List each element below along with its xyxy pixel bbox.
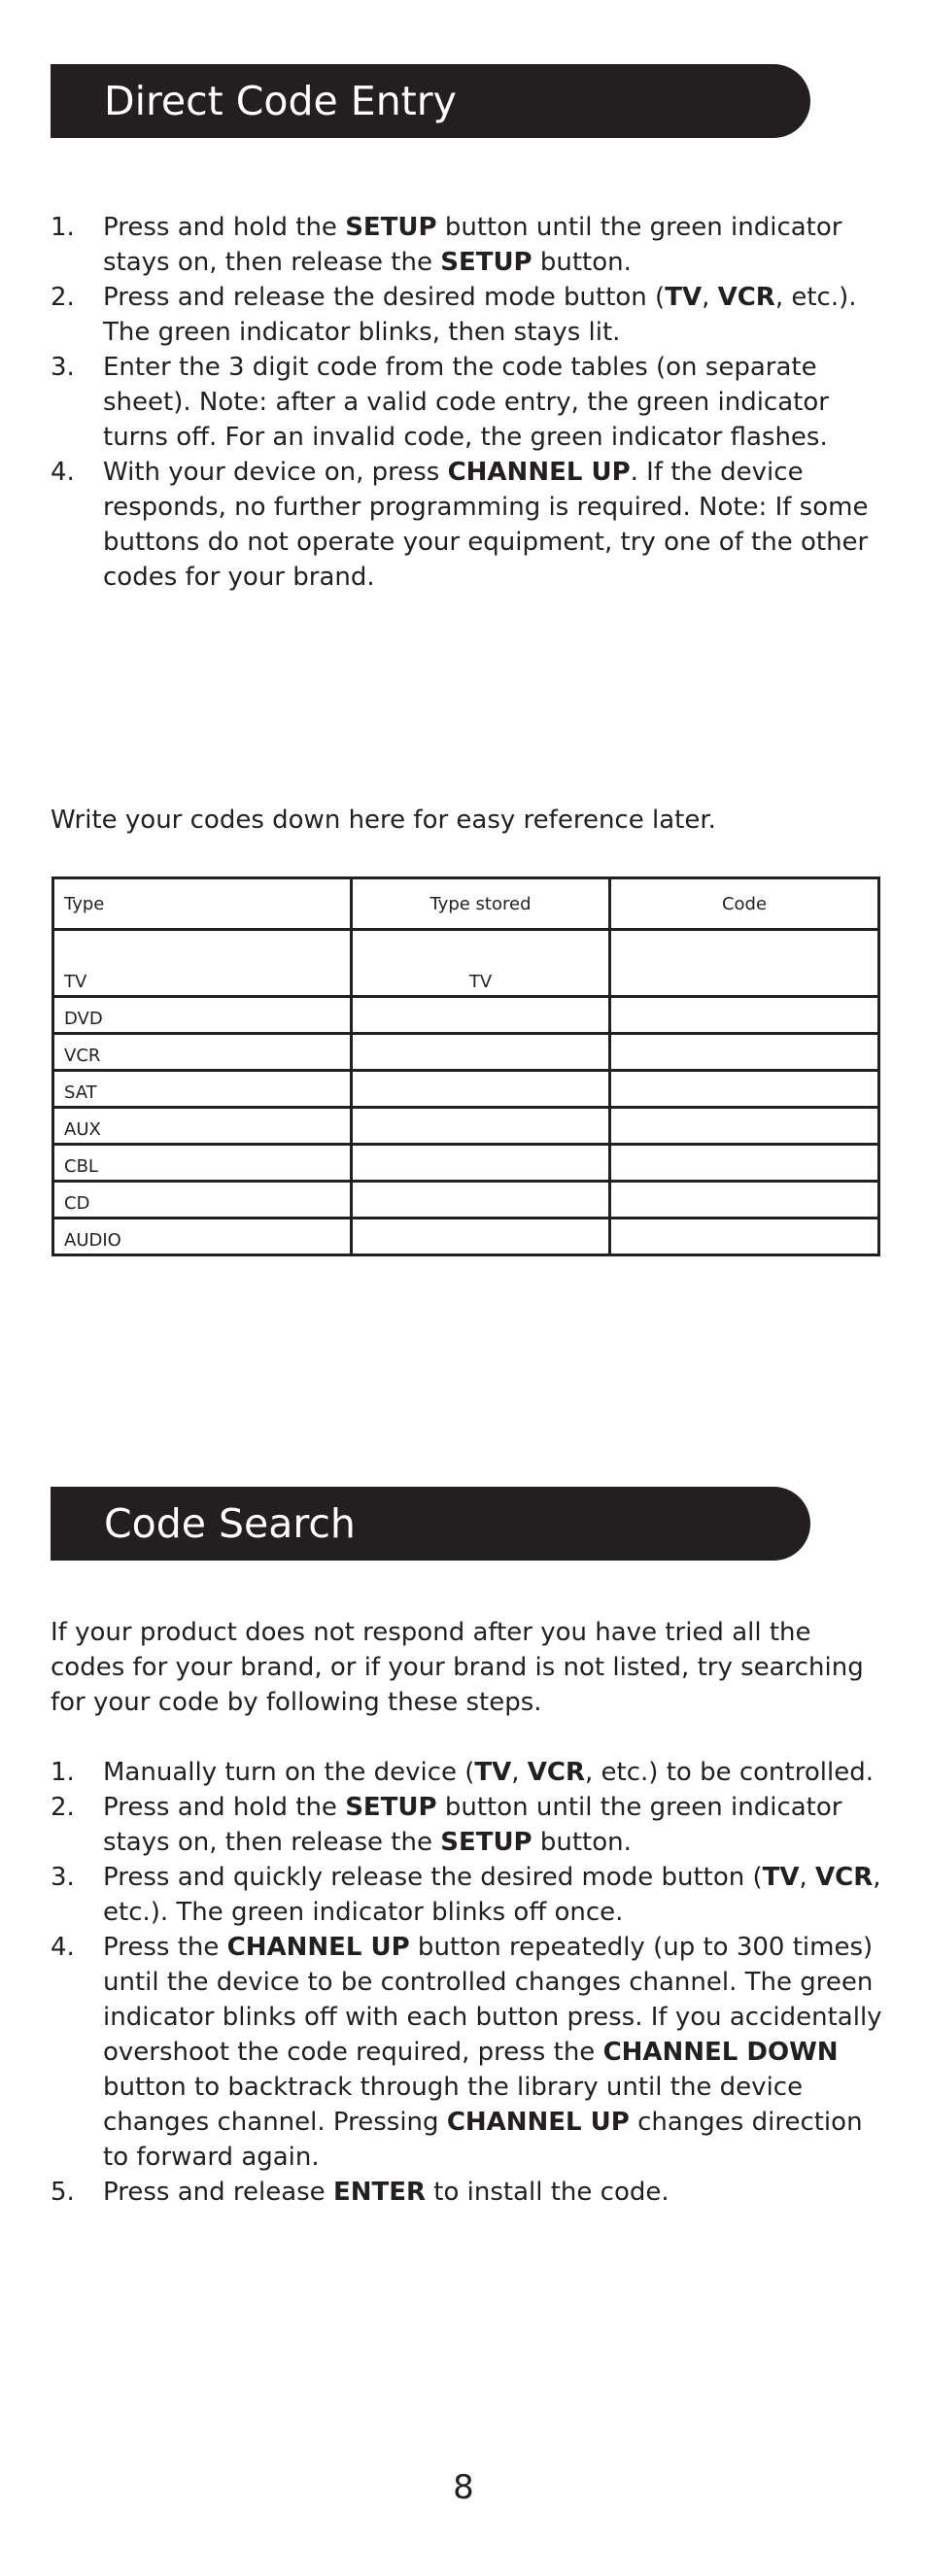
code-reference-table [52,876,880,1256]
step-text: , etc.). The green indicator blinks, then stays lit. [103,283,857,347]
step-text: button until the green indicator stays on, then release the [103,213,842,277]
code-search-steps [51,1755,886,2210]
step-item [51,210,886,280]
step-keyword: SETUP [345,1793,437,1822]
code-search-heading: Code Search [51,1487,810,1561]
step-text: Press and hold the [103,1793,346,1822]
step-keyword: CHANNEL UP [447,458,631,487]
step-text: button to backtrack through the library until the device changes channel. Pressing [103,2073,804,2137]
table-row [53,997,879,1034]
type-stored-cell: TV [352,930,610,997]
step-text: button. [532,1828,632,1857]
table-row [53,930,879,997]
column-header-type: Type [53,878,352,930]
type-stored-cell [352,1071,610,1108]
type-cell: CBL [53,1145,352,1182]
type-stored-cell [352,1182,610,1219]
type-cell: AUX [53,1108,352,1145]
step-text: Press the [103,1933,227,1962]
step-text: to install the code. [426,2178,670,2207]
step-text: Enter the 3 digit code from the code tables (on separate sheet). Note: after a valid code entry, the green indicator turns off. For an invalid code, the green indicator flashes. [103,353,829,452]
type-stored-cell [352,1145,610,1182]
type-cell: AUDIO [53,1219,352,1255]
table-row [53,1182,879,1219]
page-number: 8 [453,2468,474,2507]
step-text: , [511,1758,528,1787]
type-cell: DVD [53,997,352,1034]
type-cell: VCR [53,1034,352,1071]
step-text: With your device on, press [103,458,448,487]
step-text: button until the green indicator stays on, then release the [103,1793,842,1857]
step-keyword: SETUP [440,248,532,277]
step-text: Press and release the desired mode button ( [103,283,666,312]
step-item [51,1790,886,1860]
step-item [51,280,886,350]
table-row [53,1108,879,1145]
code-search-intro: If your product does not respond after you have tried all the codes for your brand, or if your brand is not listed, try searching for your code by following these steps. [51,1618,864,1717]
direct-code-entry-heading: Direct Code Entry [51,64,810,138]
step-keyword: CHANNEL UP [446,2108,630,2137]
reference-note: Write your codes down here for easy reference later. [51,806,716,835]
step-item [51,1930,886,2175]
code-cell [610,1145,879,1182]
step-keyword: TV [474,1758,512,1787]
step-text: changes direction to forward again. [103,2108,863,2172]
code-cell [610,930,879,997]
step-text: , [799,1863,816,1892]
step-text: button. [532,248,632,277]
direct-code-entry-steps [51,210,886,595]
step-keyword: SETUP [345,213,437,242]
code-cell [610,1108,879,1145]
code-cell [610,1182,879,1219]
step-keyword: CHANNEL DOWN [602,2038,839,2067]
table-row [53,1145,879,1182]
type-stored-cell [352,1034,610,1071]
step-text: , etc.) to be controlled. [585,1758,874,1787]
step-item [51,455,886,595]
step-number: 3. [51,353,75,382]
code-cell [610,1219,879,1255]
step-number: 1. [51,1758,75,1787]
step-number: 4. [51,1933,75,1962]
column-header-type-stored: Type stored [352,878,610,930]
type-cell: SAT [53,1071,352,1108]
step-text: . If the device responds, no further programming is required. Note: If some buttons do not operate your equipment, try one of the other codes for your brand. [103,458,869,592]
column-header-code: Code [610,878,879,930]
table-row [53,1219,879,1255]
step-keyword: SETUP [440,1828,532,1857]
code-cell [610,1034,879,1071]
step-item [51,350,886,455]
step-number: 3. [51,1863,75,1892]
step-text: Press and quickly release the desired mode button ( [103,1863,763,1892]
table-header-row [53,878,879,930]
step-number: 5. [51,2178,75,2207]
step-item [51,2175,886,2210]
type-stored-cell [352,1108,610,1145]
step-item [51,1755,886,1790]
step-number: 2. [51,283,75,312]
step-keyword: CHANNEL UP [226,1933,410,1962]
code-cell [610,1071,879,1108]
type-cell: CD [53,1182,352,1219]
step-text: , etc.). The green indicator blinks off once. [103,1863,881,1927]
step-keyword: VCR [717,283,775,312]
step-text: , [702,283,718,312]
step-text: button repeatedly (up to 300 times) until the device to be controlled changes channel. The green indicator blinks off with each button press. If you accidentally overshoot the code required, press the [103,1933,882,2067]
step-keyword: TV [762,1863,800,1892]
step-keyword: ENTER [332,2178,426,2207]
type-stored-cell [352,1219,610,1255]
step-number: 1. [51,213,75,242]
step-number: 4. [51,458,75,487]
step-text: Manually turn on the device ( [103,1758,475,1787]
step-text: Press and release [103,2178,333,2207]
table-row [53,1034,879,1071]
type-cell: TV [53,930,352,997]
step-keyword: VCR [815,1863,874,1892]
code-cell [610,997,879,1034]
step-item [51,1860,886,1930]
step-number: 2. [51,1793,75,1822]
step-text: Press and hold the [103,213,346,242]
table-row [53,1071,879,1108]
step-keyword: VCR [527,1758,586,1787]
step-keyword: TV [665,283,703,312]
type-stored-cell [352,997,610,1034]
